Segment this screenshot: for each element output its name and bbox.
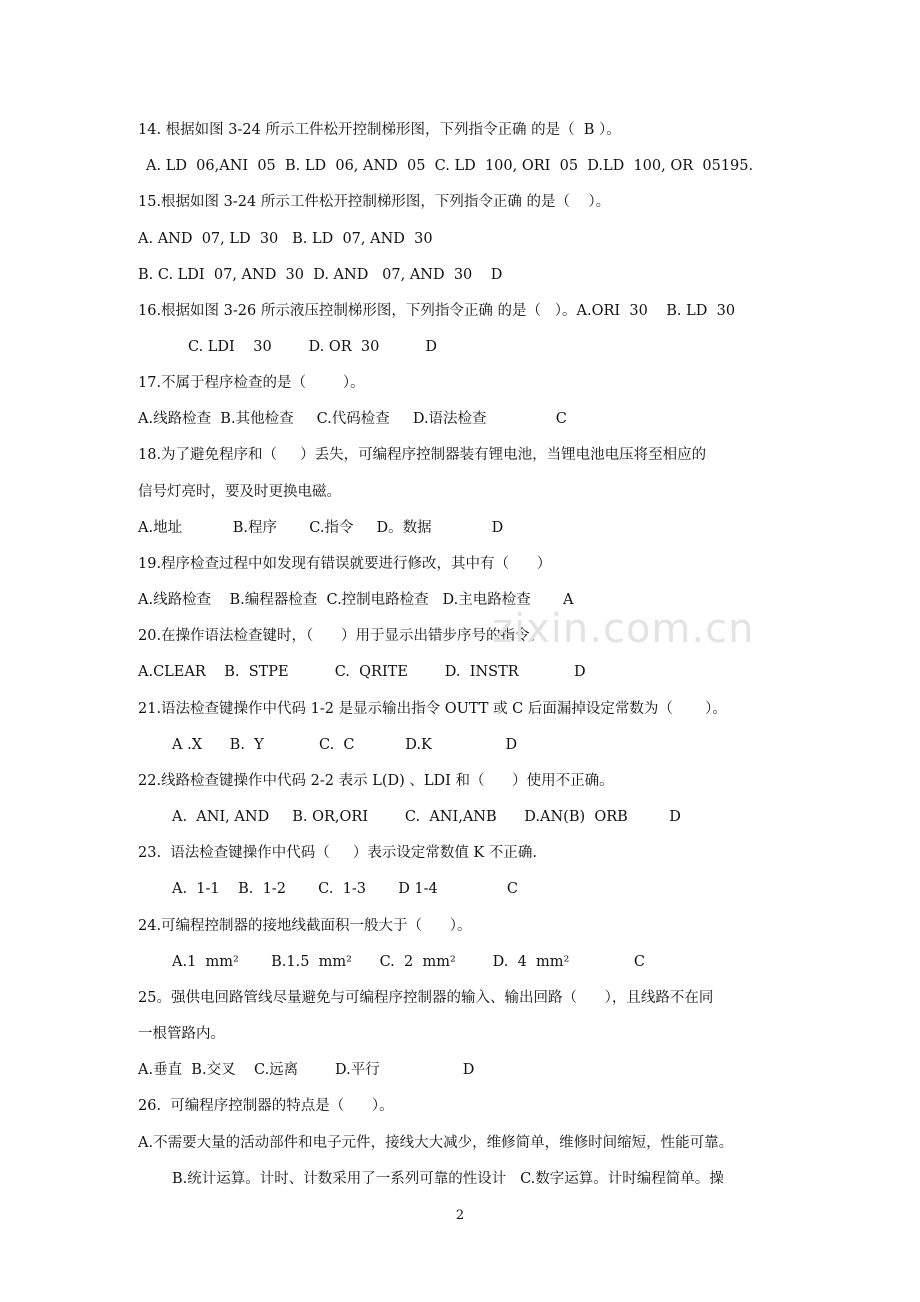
- question-20-options: A.CLEAR B. STPE C. QRITE D. INSTR D: [138, 664, 586, 680]
- watermark: zixin.com.cn: [492, 606, 755, 652]
- question-18-continued: 信号灯亮时，要及时更换电磁。: [138, 484, 341, 500]
- page-number: 2: [455, 1208, 465, 1223]
- question-23-options: A. 1-1 B. 1-2 C. 1-3 D 1-4 C: [172, 881, 519, 897]
- question-25: 25。强供电回路管线尽量避免与可编程序控制器的输入、输出回路（ ），且线路不在同: [138, 990, 714, 1006]
- question-14-options: A. LD 06,ANI 05 B. LD 06, AND 05 C. LD 100, ORI 05 D.LD 100, OR 05195.: [146, 158, 754, 174]
- question-18: 18.为了避免程序和（ ）丢失，可编程序控制器装有锂电池，当锂电池电压将至相应的: [138, 447, 707, 463]
- question-24-options: A.1 mm² B.1.5 mm² C. 2 mm² D. 4 mm² C: [172, 954, 645, 970]
- question-14: 14. 根据如图 3-24 所示工件松开控制梯形图，下列指令正确 的是（ B ）。: [138, 122, 621, 138]
- question-22: 22.线路检查键操作中代码 2-2 表示 L(D) 、LDI 和（ ）使用不正确。: [138, 773, 614, 789]
- question-24: 24.可编程控制器的接地线截面积一般大于（ ）。: [138, 918, 472, 934]
- question-25-options: A.垂直 B.交叉 C.远离 D.平行 D: [138, 1062, 475, 1078]
- question-17: 17.不属于程序检查的是（ ）。: [138, 375, 365, 391]
- question-16: 16.根据如图 3-26 所示液压控制梯形图，下列指令正确 的是（ ）。A.ORI 30 B. LD 30: [138, 303, 736, 319]
- question-20: 20.在操作语法检查键时，（ ）用于显示出错步序号的指令。: [138, 628, 544, 644]
- question-15-options-a: A. AND 07, LD 30 B. LD 07, AND 30: [138, 231, 433, 247]
- question-16-options: C. LDI 30 D. OR 30 D: [188, 339, 438, 355]
- question-19-options: A.线路检查 B.编程器检查 C.控制电路检查 D.主电路检查 A: [138, 592, 574, 608]
- question-26-option-a: A.不需要大量的活动部件和电子元件，接线大大减少，维修简单，维修时间缩短，性能可靠。: [138, 1135, 734, 1151]
- question-25-continued: 一根管路内。: [138, 1026, 225, 1042]
- question-26: 26. 可编程序控制器的特点是（ ）。: [138, 1098, 394, 1114]
- question-21: 21.语法检查键操作中代码 1-2 是显示输出指令 OUTT 或 C 后面漏掉设定常数为（ ）。: [138, 701, 727, 717]
- question-17-options: A.线路检查 B.其他检查 C.代码检查 D.语法检查 C: [138, 411, 567, 427]
- question-15-options-b: B. C. LDI 07, AND 30 D. AND 07, AND 30 D: [138, 267, 503, 283]
- question-22-options: A. ANI, AND B. OR,ORI C. ANI,ANB D.AN(B) ORB D: [172, 809, 681, 825]
- question-26-option-b: B.统计运算。计时、计数采用了一系列可靠的性设计 C.数字运算。计时编程简单。操: [172, 1171, 724, 1187]
- question-23: 23. 语法检查键操作中代码（ ）表示设定常数值 K 不正确.: [138, 845, 537, 861]
- question-19: 19.程序检查过程中如发现有错误就要进行修改，其中有（ ）: [138, 556, 552, 572]
- question-18-options: A.地址 B.程序 C.指令 D。数据 D: [138, 520, 504, 536]
- question-15: 15.根据如图 3-24 所示工件松开控制梯形图，下列指令正确 的是（ ）。: [138, 194, 611, 210]
- question-21-options: A .X B. Y C. C D.K D: [172, 737, 518, 753]
